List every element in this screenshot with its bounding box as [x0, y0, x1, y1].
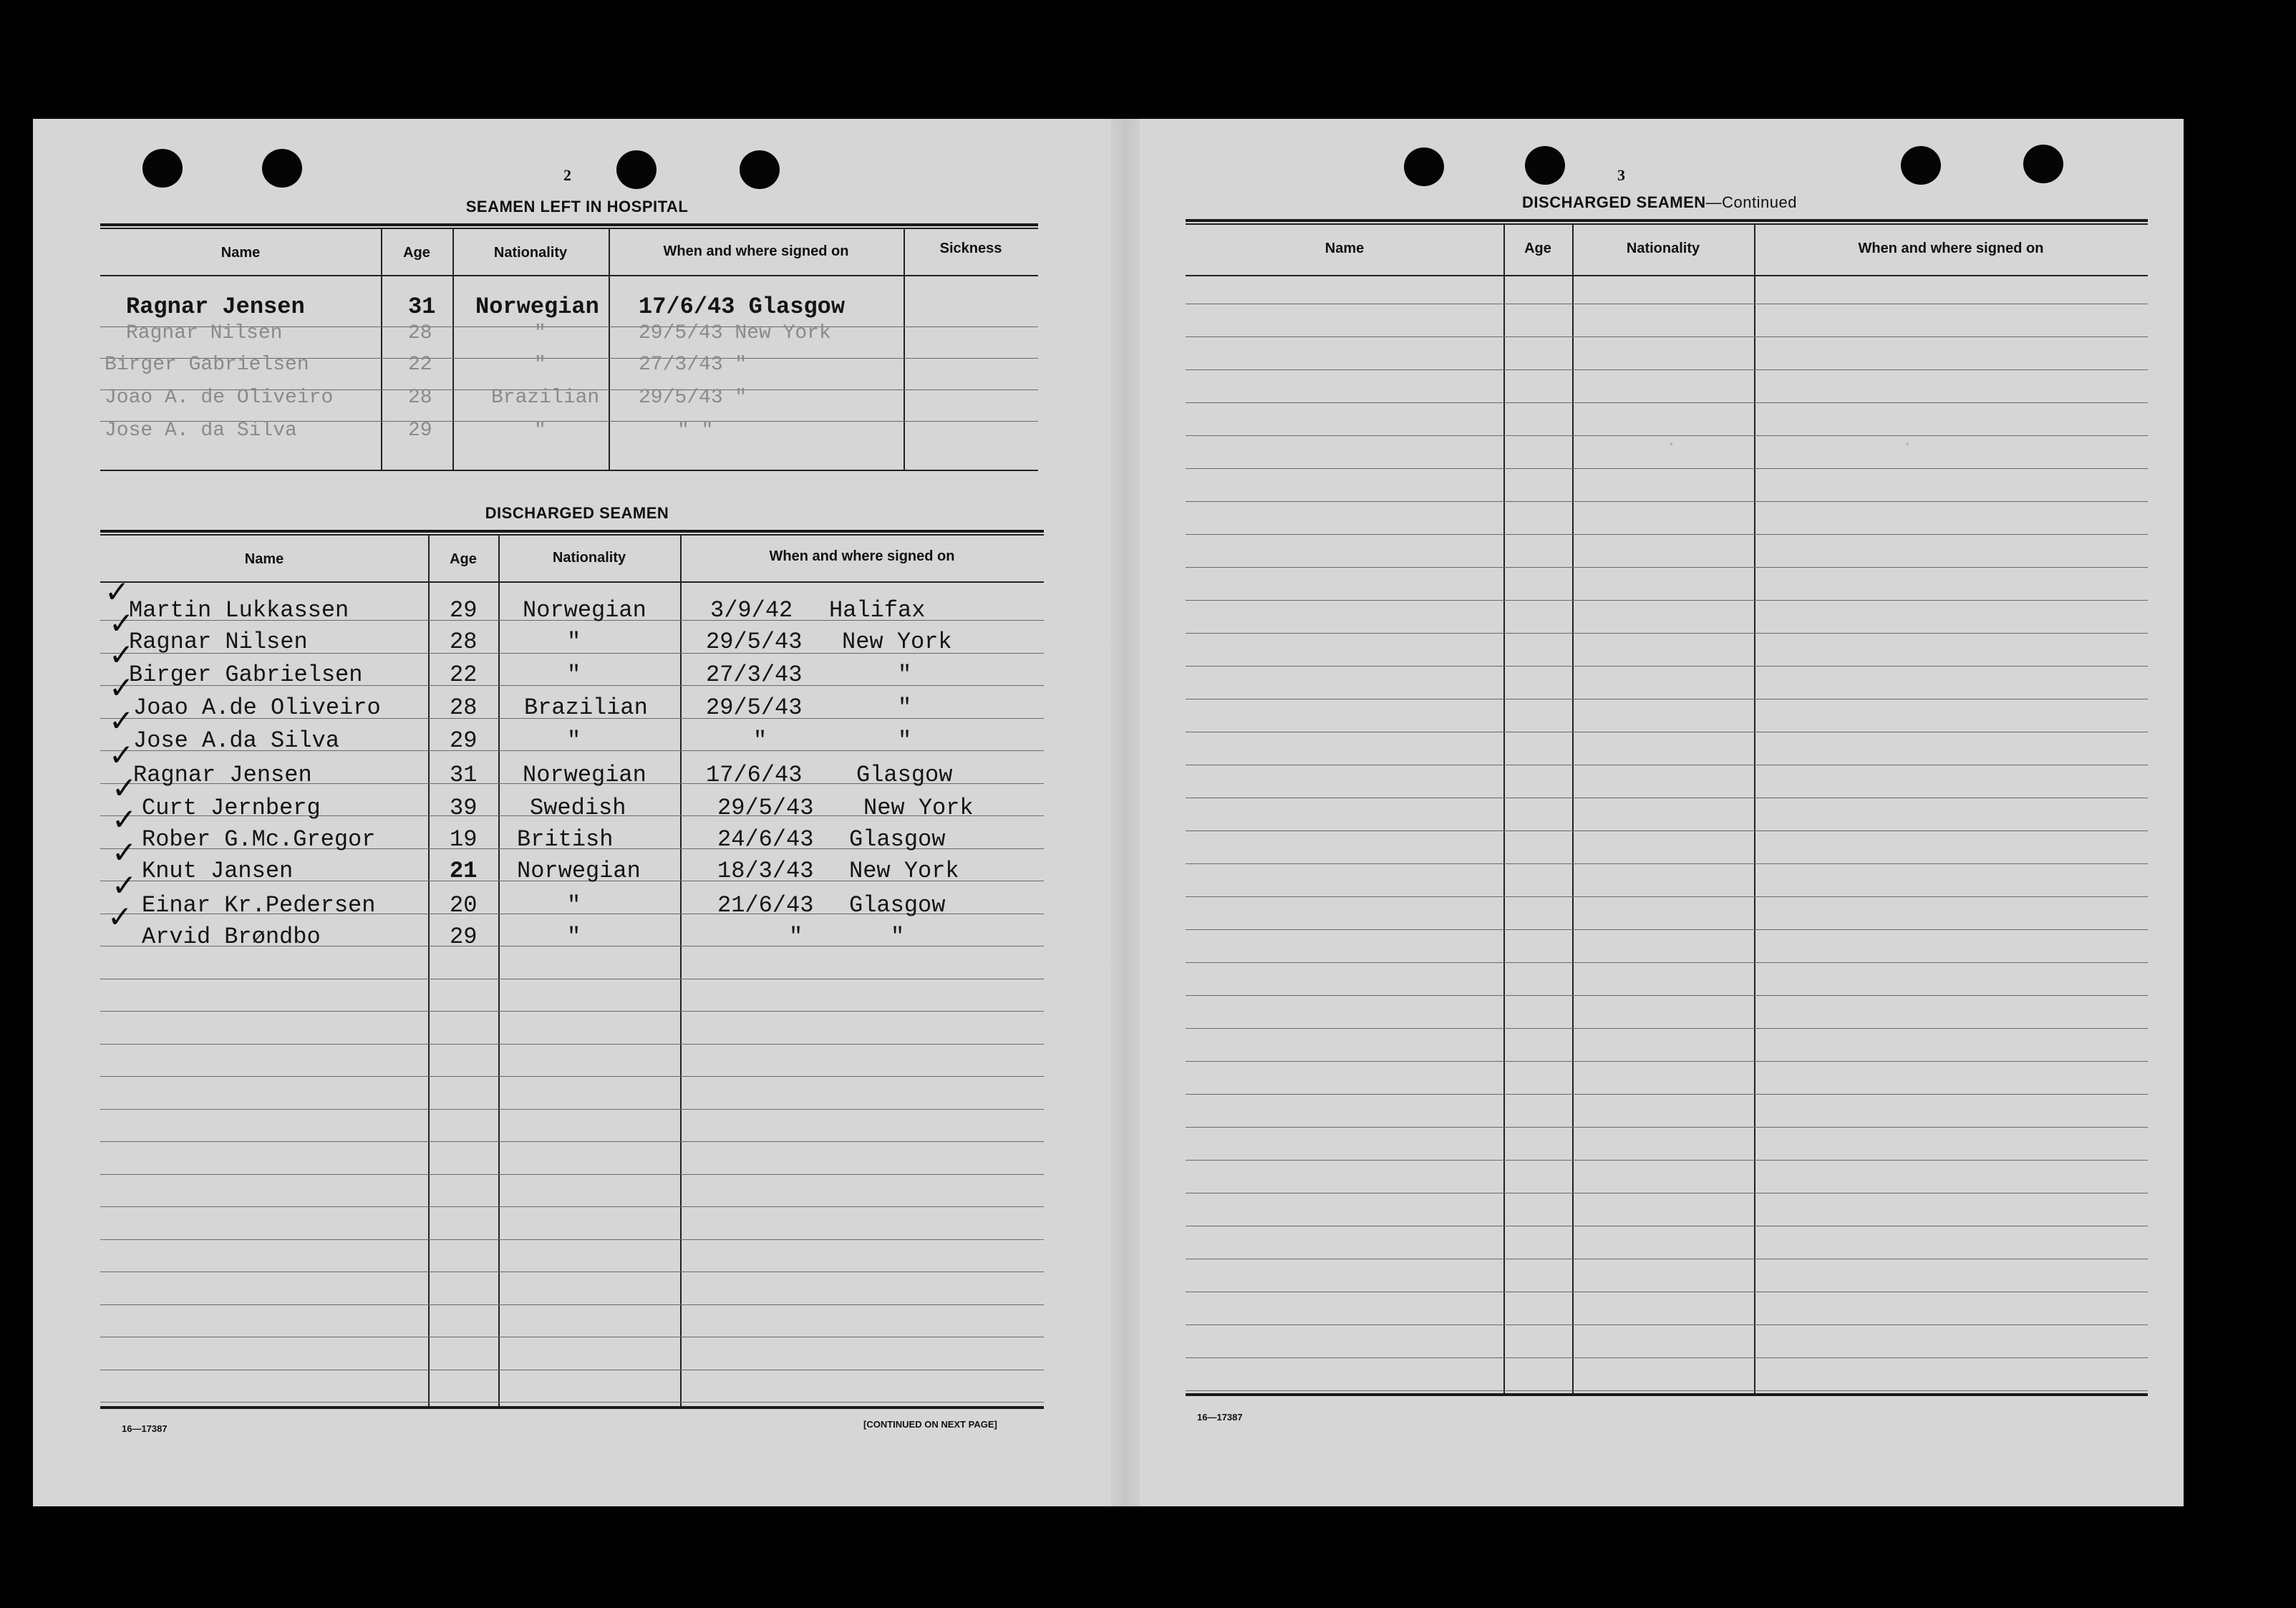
discharged-header-name: Name [244, 551, 284, 567]
discharged-age: 28 [450, 694, 478, 721]
right-header-nationality: Nationality [1626, 241, 1700, 256]
ruled-line [100, 1174, 1044, 1175]
discharged-nationality: " [567, 727, 581, 754]
hospital-header-age: Age [403, 245, 430, 261]
right-header-signed-on: When and where signed on [1858, 241, 2044, 256]
hospital-header-name: Name [221, 245, 261, 261]
faint-row-nationality: " [534, 420, 546, 442]
discharged-age: 21 [450, 858, 478, 884]
hospital-header-nationality: Nationality [493, 245, 568, 261]
ruled-line [1186, 402, 2148, 403]
faint-row-age: 22 [408, 354, 432, 376]
discharged-place: New York [849, 858, 959, 884]
discharged-header-nationality: Nationality [552, 550, 626, 566]
discharged-place: New York [863, 795, 974, 821]
discharged-age: 29 [450, 924, 478, 950]
faint-row-signed: 29/5/43 New York [639, 322, 831, 344]
discharged-date: 29/5/43 [706, 694, 803, 721]
bleed-through-mark: · [1902, 434, 1914, 456]
ruled-line [100, 1206, 1044, 1207]
discharged-date: 3/9/42 [710, 597, 793, 624]
faint-row-age: 28 [408, 387, 432, 409]
checkmark-icon: ✓ [112, 868, 137, 903]
discharged-date: 27/3/43 [706, 662, 803, 688]
discharged-age: 29 [450, 597, 478, 624]
checkmark-icon: ✓ [109, 670, 135, 705]
ruled-line [100, 1141, 1044, 1142]
ruled-line [1186, 369, 2148, 370]
ruled-line [1186, 435, 2148, 436]
discharged-name: Rober G.Mc.Gregor [142, 826, 376, 853]
right-title-suffix: —Continued [1705, 193, 1797, 211]
checkmark-icon: ✓ [107, 899, 133, 934]
discharged-place: New York [842, 629, 952, 655]
page-number-left: 2 [563, 166, 571, 184]
checkmark-icon: ✓ [109, 703, 135, 738]
ruled-line [1186, 336, 2148, 337]
ruled-line [1186, 468, 2148, 469]
ruled-line [1186, 1324, 2148, 1325]
punch-hole [616, 150, 657, 189]
discharged-section-title: DISCHARGED SEAMEN [485, 504, 669, 522]
discharged-place: Glasgow [849, 892, 946, 919]
hospital-row-name: Ragnar Jensen [126, 294, 305, 320]
faint-row-name: Jose A. da Silva [105, 420, 297, 442]
discharged-nationality: " [567, 924, 581, 950]
ruled-line [1186, 1390, 2148, 1391]
faint-row-name: Joao A. de Oliveiro [105, 387, 334, 409]
discharged-header-age: Age [450, 551, 477, 567]
punch-hole [2023, 145, 2063, 183]
faint-row-signed: 27/3/43 " [639, 354, 747, 376]
ruled-line [1186, 501, 2148, 502]
discharged-nationality: Swedish [530, 795, 626, 821]
discharged-age: 20 [450, 892, 478, 919]
discharged-header-signed-on: When and where signed on [769, 548, 955, 564]
faint-row-signed: " " [677, 420, 714, 442]
punch-hole [740, 150, 780, 189]
discharged-nationality: British [517, 826, 614, 853]
discharged-name: Curt Jernberg [142, 795, 321, 821]
faint-row-name: Birger Gabrielsen [105, 354, 309, 376]
discharged-date: 24/6/43 [717, 826, 814, 853]
form-number-left: 16—17387 [122, 1423, 168, 1434]
ruled-line [1186, 1127, 2148, 1128]
ruled-line [1186, 1061, 2148, 1062]
right-title-main: DISCHARGED SEAMEN [1522, 193, 1706, 211]
faint-row-age: 28 [408, 322, 432, 344]
discharged-date: 17/6/43 [706, 762, 803, 788]
discharged-name: Knut Jansen [142, 858, 294, 884]
hospital-row-nationality: Norwegian [475, 294, 599, 320]
hospital-row-age: 31 [408, 294, 436, 320]
checkmark-icon: ✓ [109, 737, 135, 772]
discharged-place: Glasgow [856, 762, 953, 788]
checkmark-icon: ✓ [105, 574, 130, 609]
discharged-date: 18/3/43 [717, 858, 814, 884]
discharged-nationality: " [567, 892, 581, 919]
discharged-nationality: " [567, 629, 581, 655]
ruled-line [1186, 929, 2148, 930]
ruled-line [1186, 534, 2148, 535]
discharged-age: 28 [450, 629, 478, 655]
page-fold [1111, 119, 1140, 1506]
checkmark-icon: ✓ [109, 637, 135, 672]
discharged-name: Joao A.de Oliveiro [133, 694, 381, 721]
ruled-line [1186, 962, 2148, 963]
ruled-line [1186, 1028, 2148, 1029]
ruled-line [1186, 896, 2148, 897]
bleed-through-mark: · [1665, 434, 1677, 456]
right-header-age: Age [1524, 241, 1551, 256]
punch-hole [1901, 146, 1941, 185]
hospital-row-signed: 17/6/43 Glasgow [639, 294, 846, 320]
faint-row-age: 29 [408, 420, 432, 442]
discharged-date: 29/5/43 [717, 795, 814, 821]
ruled-line [100, 1044, 1044, 1045]
discharged-place: " [898, 662, 912, 688]
ruled-line [100, 1304, 1044, 1305]
discharged-place: Halifax [829, 597, 926, 624]
discharged-age: 29 [450, 727, 478, 754]
ruled-line [100, 1239, 1044, 1240]
document-sheet [33, 119, 2184, 1506]
discharged-name: Birger Gabrielsen [129, 662, 363, 688]
discharged-nationality: " [567, 662, 581, 688]
ruled-line [100, 1402, 1044, 1403]
hospital-section-title: SEAMEN LEFT IN HOSPITAL [465, 198, 689, 215]
faint-row-nationality: " [534, 354, 546, 376]
discharged-age: 39 [450, 795, 478, 821]
ruled-line [1186, 863, 2148, 864]
ruled-line [100, 1076, 1044, 1077]
discharged-name: Ragnar Nilsen [129, 629, 308, 655]
discharged-nationality: Norwegian [517, 858, 641, 884]
hospital-header-signed-on: When and where signed on [663, 243, 849, 259]
ruled-line [1186, 995, 2148, 996]
form-number-right: 16—17387 [1197, 1412, 1243, 1423]
ruled-line [100, 1109, 1044, 1110]
faint-row-name: Ragnar Nilsen [126, 322, 283, 344]
discharged-name: Jose A.da Silva [133, 727, 340, 754]
discharged-date: " [753, 727, 767, 754]
punch-hole [262, 149, 302, 188]
page-number-right: 3 [1617, 166, 1625, 184]
ruled-line [1186, 1357, 2148, 1358]
ruled-line [1186, 567, 2148, 568]
discharged-name: Einar Kr.Pedersen [142, 892, 376, 919]
ruled-line [1186, 1094, 2148, 1095]
ruled-line [1186, 633, 2148, 634]
discharged-name: Arvid Brøndbo [142, 924, 321, 950]
discharged-place: " [898, 727, 912, 754]
continued-note: [CONTINUED ON NEXT PAGE] [863, 1419, 997, 1430]
discharged-age: 31 [450, 762, 478, 788]
discharged-nationality: Norwegian [523, 762, 646, 788]
ruled-line [1186, 600, 2148, 601]
discharged-date: 21/6/43 [717, 892, 814, 919]
hospital-header-sickness: Sickness [939, 241, 1002, 256]
ruled-line [1186, 1160, 2148, 1161]
checkmark-icon: ✓ [109, 606, 135, 641]
discharged-name: Martin Lukkassen [129, 597, 349, 624]
discharged-place: Glasgow [849, 826, 946, 853]
discharged-place: " [891, 924, 905, 950]
punch-hole [142, 149, 183, 188]
right-header-name: Name [1324, 241, 1365, 256]
discharged-nationality: Norwegian [523, 597, 646, 624]
discharged-nationality: Brazilian [524, 694, 648, 721]
discharged-place: " [898, 694, 912, 721]
faint-row-nationality: Brazilian [491, 387, 600, 409]
faint-row-nationality: " [534, 322, 546, 344]
checkmark-icon: ✓ [112, 802, 137, 837]
discharged-age: 19 [450, 826, 478, 853]
faint-row-signed: 29/5/43 " [639, 387, 747, 409]
checkmark-icon: ✓ [112, 835, 137, 870]
ruled-line [100, 1011, 1044, 1012]
punch-hole [1525, 146, 1565, 185]
discharged-name: Ragnar Jensen [133, 762, 312, 788]
checkmark-icon: ✓ [112, 770, 137, 805]
punch-hole [1404, 147, 1444, 186]
discharged-age: 22 [450, 662, 478, 688]
ruled-line [1186, 666, 2148, 667]
discharged-date: 29/5/43 [706, 629, 803, 655]
ruled-line [1186, 830, 2148, 831]
right-section-title [1502, 193, 1817, 212]
discharged-date: " [789, 924, 803, 950]
